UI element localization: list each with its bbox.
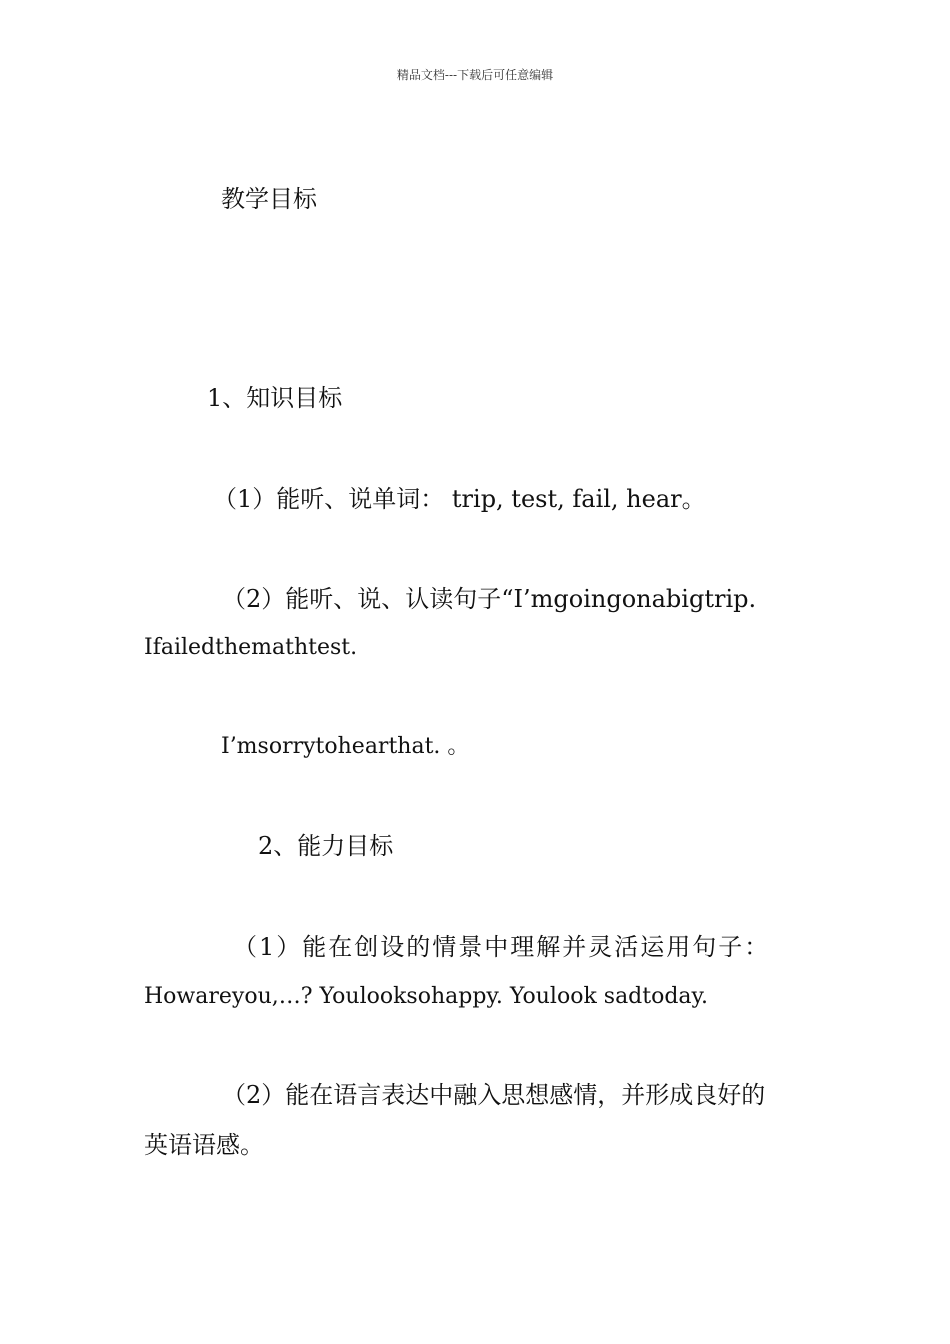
knowledge-item-2-line-2: Ifailedthemathtest. <box>144 635 358 660</box>
page-header: 精品文档---下载后可任意编辑 <box>396 68 554 82</box>
ability-item-2-line-1: （2）能在语言表达中融入思想感情，并形成良好的 <box>222 1081 766 1109</box>
ability-item-1-line-2: Howareyou,…? Youlooksohappy. Youlook sadtoday. <box>144 984 709 1009</box>
knowledge-heading: 1、知识目标 <box>207 384 343 412</box>
section-title: 教学目标 <box>221 185 317 213</box>
knowledge-item-2-line-1: （2）能听、说、认读句子“I’mgoingonabigtrip. <box>222 585 757 613</box>
knowledge-item-1: （1）能听、说单词： trip, test, fail, hear。 <box>213 485 706 513</box>
ability-heading: 2、能力目标 <box>258 832 394 860</box>
knowledge-item-2-line-3: I’msorrytohearthat. 。 <box>221 734 470 759</box>
ability-item-1-line-1: （1）能在创设的情景中理解并灵活运用句子： <box>233 933 771 961</box>
ability-item-2-line-2: 英语语感。 <box>144 1131 264 1159</box>
